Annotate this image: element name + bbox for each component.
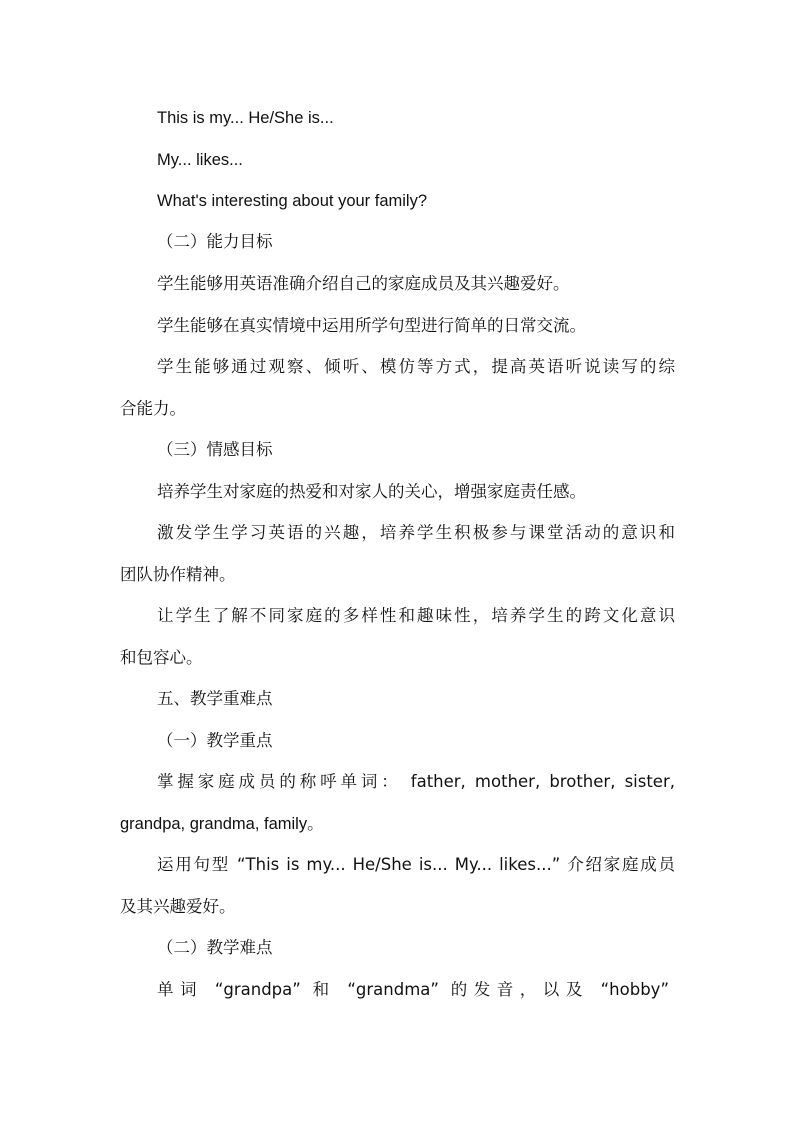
paragraph-line: 学生能够用英语准确介绍自己的家庭成员及其兴趣爱好。 xyxy=(157,274,570,293)
paragraph-line: 学生能够在真实情境中运用所学句型进行简单的日常交流。 xyxy=(157,316,586,335)
section-heading-key-points: 五、教学重难点 xyxy=(157,689,273,708)
paragraph-line: 合能力。 xyxy=(120,399,186,418)
paragraph-line: 和包容心。 xyxy=(120,648,203,667)
section-heading-emotion-goals: （三）情感目标 xyxy=(157,440,273,459)
paragraph-line: 激发学生学习英语的兴趣，培养学生积极参与课堂活动的意识和 xyxy=(157,523,675,542)
sentence-pattern-this-is: This is my... He/She is... xyxy=(157,109,334,127)
paragraph-line: 单词 “grandpa” 和 “grandma” 的发音，以及 “hobby” xyxy=(157,980,669,999)
paragraph-line: 及其兴趣爱好。 xyxy=(120,897,236,916)
paragraph-line: 学生能够通过观察、倾听、模仿等方式，提高英语听说读写的综 xyxy=(157,357,675,376)
paragraph-line: 团队协作精神。 xyxy=(120,565,236,584)
paragraph-line: 掌握家庭成员的称呼单词： father, mother, brother, sister, xyxy=(157,772,675,791)
sentence-pattern-interesting: What's interesting about your family? xyxy=(157,192,428,210)
paragraph-line: grandpa, grandma, family。 xyxy=(120,815,324,833)
paragraph-line: 培养学生对家庭的热爱和对家人的关心，增强家庭责任感。 xyxy=(157,482,586,501)
section-subheading-teaching-difficulty: （二）教学难点 xyxy=(157,938,273,957)
paragraph-line: 运用句型 “This is my... He/She is... My... likes...” 介绍家庭成员 xyxy=(157,855,675,874)
section-subheading-teaching-focus: （一）教学重点 xyxy=(157,731,273,750)
section-heading-ability-goals: （二）能力目标 xyxy=(157,232,273,251)
paragraph-line: 让学生了解不同家庭的多样性和趣味性，培养学生的跨文化意识 xyxy=(157,606,675,625)
sentence-pattern-likes: My... likes... xyxy=(157,151,243,169)
